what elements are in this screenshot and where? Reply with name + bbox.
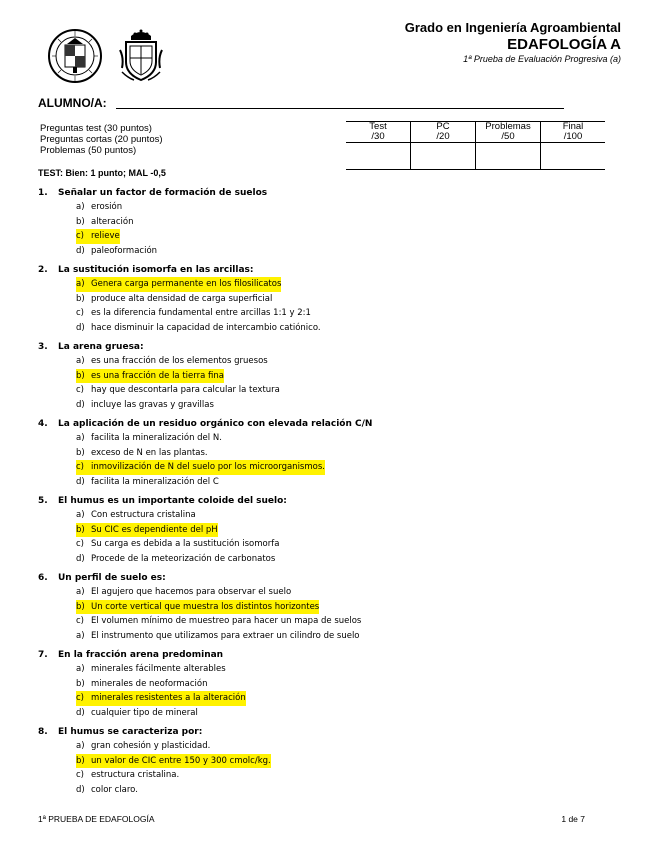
question-text: El humus es un importante coloide del suelo: (58, 496, 287, 506)
points-test: Preguntas test (30 puntos) (40, 123, 152, 134)
option-text: es una fracción de los elementos gruesos (91, 356, 268, 366)
score-header-problems: Problemas (476, 122, 541, 133)
option-letter: a) (76, 664, 85, 674)
option-text: El instrumento que utilizamos para extraer un cilindro de suelo (91, 630, 360, 641)
answer-option[interactable] (38, 523, 598, 538)
option-text: minerales fácilmente alterables (91, 664, 226, 674)
option-letter: d) (76, 322, 85, 333)
answer-option[interactable] (38, 537, 598, 552)
question-number: 7. (38, 650, 48, 660)
highlighted-answer-text: relieve (91, 229, 120, 244)
answer-option[interactable] (38, 677, 598, 692)
option-letter: c) (76, 308, 84, 318)
page-number: 1 de 7 (561, 814, 585, 824)
question-number: 6. (38, 573, 48, 583)
option-letter: b) (76, 754, 91, 769)
option-letter: b) (76, 600, 91, 615)
option-text: facilita la mineralización del C (91, 476, 219, 487)
option-letter: a) (76, 433, 85, 443)
answer-option[interactable] (38, 614, 598, 629)
option-text: estructura cristalina. (91, 770, 180, 780)
option-letter: b) (76, 369, 91, 384)
option-text: Con estructura cristalina (91, 510, 196, 520)
option-text: color claro. (91, 784, 138, 795)
highlighted-answer-text: minerales resistentes a la alteración (91, 691, 246, 706)
answer-option[interactable] (38, 200, 598, 215)
option-letter: d) (76, 707, 85, 718)
answer-option[interactable] (38, 369, 598, 384)
option-letter: d) (76, 553, 85, 564)
answer-option[interactable] (38, 431, 598, 446)
option-letter: c) (76, 539, 84, 549)
question-text: La arena gruesa: (58, 342, 144, 352)
option-text: es la diferencia fundamental entre arcillas 1:1 y 2:1 (91, 308, 311, 318)
score-cell-final[interactable] (541, 143, 606, 170)
question-item (38, 649, 598, 720)
option-letter: c) (76, 770, 84, 780)
option-text: Procede de la meteorización de carbonatos (91, 553, 276, 564)
option-letter: b) (76, 523, 91, 538)
score-header-pc: PC (411, 122, 476, 133)
score-header-test: Test (346, 122, 411, 133)
answer-option[interactable] (38, 475, 598, 490)
question-text: En la fracción arena predominan (58, 650, 224, 660)
option-letter: c) (76, 616, 84, 626)
question-item (38, 341, 598, 412)
option-text: Su carga es debida a la sustitución isomorfa (91, 539, 280, 549)
answer-option[interactable] (38, 768, 598, 783)
question-number: 8. (38, 727, 48, 737)
option-text: minerales de neoformación (91, 678, 208, 689)
question-item (38, 572, 598, 643)
answer-option[interactable] (38, 229, 598, 244)
school-crest-logo (118, 28, 164, 86)
answer-option[interactable] (38, 783, 598, 798)
score-table (346, 121, 605, 170)
answer-option[interactable] (38, 383, 598, 398)
option-letter: a) (76, 277, 91, 292)
score-cell-pc[interactable] (411, 143, 476, 170)
option-letter: a) (76, 587, 85, 597)
answer-option[interactable] (38, 354, 598, 369)
option-text: gran cohesión y plasticidad. (91, 741, 211, 751)
question-heading (38, 726, 598, 739)
question-item (38, 418, 598, 489)
question-number: 3. (38, 342, 48, 352)
answer-option[interactable] (38, 306, 598, 321)
question-heading (38, 649, 598, 662)
question-item (38, 187, 598, 258)
option-text: hace disminuir la capacidad de intercambio catiónico. (91, 322, 321, 333)
option-text: paleoformación (91, 245, 158, 256)
answer-option[interactable] (38, 552, 598, 567)
question-item (38, 264, 598, 335)
subject-title: EDAFOLOGÍA A (507, 36, 621, 53)
question-item (38, 495, 598, 566)
highlighted-answer-text: Genera carga permanente en los filosilicatos (91, 277, 281, 292)
question-number: 1. (38, 188, 48, 198)
answer-option[interactable] (38, 292, 598, 307)
highlighted-answer-text: inmovilización de N del suelo por los microorganismos. (91, 460, 325, 475)
option-letter: d) (76, 476, 85, 487)
question-number: 5. (38, 496, 48, 506)
option-letter: b) (76, 293, 85, 304)
answer-option[interactable] (38, 662, 598, 677)
score-cell-test[interactable] (346, 143, 411, 170)
option-letter: c) (76, 229, 91, 244)
option-text: El agujero que hacemos para observar el suelo (91, 587, 292, 597)
score-max-pc: /20 (411, 132, 476, 143)
answer-option[interactable] (38, 398, 598, 413)
question-heading (38, 495, 598, 508)
option-letter: b) (76, 216, 85, 227)
answer-option[interactable] (38, 321, 598, 336)
option-letter: a) (76, 356, 85, 366)
answer-option[interactable] (38, 585, 598, 600)
option-letter: d) (76, 245, 85, 256)
question-text: El humus se caracteriza por: (58, 727, 203, 737)
points-short: Preguntas cortas (20 puntos) (40, 134, 163, 145)
answer-option[interactable] (38, 277, 598, 292)
option-text: exceso de N en las plantas. (91, 447, 208, 458)
points-breakdown (40, 123, 163, 156)
answer-option[interactable] (38, 691, 598, 706)
option-letter: c) (76, 385, 84, 395)
option-text: incluye las gravas y gravillas (91, 399, 214, 410)
option-letter: a) (76, 510, 85, 520)
question-item (38, 726, 598, 797)
question-heading (38, 341, 598, 354)
option-letter: b) (76, 678, 85, 689)
score-max-final: /100 (541, 132, 606, 143)
footer-title: 1ª PRUEBA DE EDAFOLOGÍA (38, 814, 155, 824)
score-max-problems: /50 (476, 132, 541, 143)
header-block (405, 20, 621, 65)
option-letter: d) (76, 784, 85, 795)
university-seal-logo (47, 28, 103, 84)
question-number: 4. (38, 419, 48, 429)
question-number: 2. (38, 265, 48, 275)
option-letter: b) (76, 447, 85, 458)
option-letter: d) (76, 399, 85, 410)
answer-option[interactable] (38, 600, 598, 615)
question-list (38, 187, 598, 803)
points-problems: Problemas (50 puntos) (40, 145, 137, 156)
score-cell-problems[interactable] (476, 143, 541, 170)
answer-option[interactable] (38, 508, 598, 523)
question-text: Un perfil de suelo es: (58, 573, 166, 583)
option-letter: c) (76, 691, 91, 706)
answer-option[interactable] (38, 629, 598, 644)
question-heading (38, 264, 598, 277)
highlighted-answer-text: es una fracción de la tierra fina (91, 369, 224, 384)
answer-option[interactable] (38, 244, 598, 259)
option-letter: a) (76, 741, 85, 751)
question-text: Señalar un factor de formación de suelos (58, 188, 268, 198)
answer-option[interactable] (38, 739, 598, 754)
question-heading (38, 187, 598, 200)
highlighted-answer-text: Un corte vertical que muestra los distintos horizontes (91, 600, 319, 615)
score-max-test: /30 (371, 131, 385, 142)
score-header-final: Final (541, 122, 606, 133)
highlighted-answer-text: Su CIC es dependiente del pH (91, 523, 218, 538)
option-text: alteración (91, 216, 134, 227)
answer-option[interactable] (38, 754, 598, 769)
option-text: produce alta densidad de carga superficial (91, 293, 273, 304)
exam-subtitle: 1ª Prueba de Evaluación Progresiva (a) (463, 54, 621, 64)
degree-title: Grado en Ingeniería Agroambiental (404, 20, 621, 35)
option-text: hay que descontarla para calcular la textura (91, 385, 280, 395)
question-text: La sustitución isomorfa en las arcillas: (58, 265, 254, 275)
option-letter: a) (76, 202, 85, 212)
test-scoring-note: TEST: Bien: 1 punto; MAL -0,5 (38, 168, 166, 178)
option-letter: c) (76, 460, 91, 475)
highlighted-answer-text: un valor de CIC entre 150 y 300 cmolc/kg. (91, 754, 271, 769)
option-letter: a) (76, 630, 85, 641)
answer-option[interactable] (38, 460, 598, 475)
question-heading (38, 572, 598, 585)
option-text: El volumen mínimo de muestreo para hacer un mapa de suelos (91, 616, 362, 626)
answer-option[interactable] (38, 706, 598, 721)
option-text: cualquier tipo de mineral (91, 707, 198, 718)
student-label: ALUMNO/A: (38, 96, 107, 110)
student-name-line[interactable] (116, 108, 564, 109)
answer-option[interactable] (38, 446, 598, 461)
question-heading (38, 418, 598, 431)
option-text: facilita la mineralización del N. (91, 433, 222, 443)
option-text: erosión (91, 202, 123, 212)
question-text: La aplicación de un residuo orgánico con elevada relación C/N (58, 419, 373, 429)
answer-option[interactable] (38, 215, 598, 230)
